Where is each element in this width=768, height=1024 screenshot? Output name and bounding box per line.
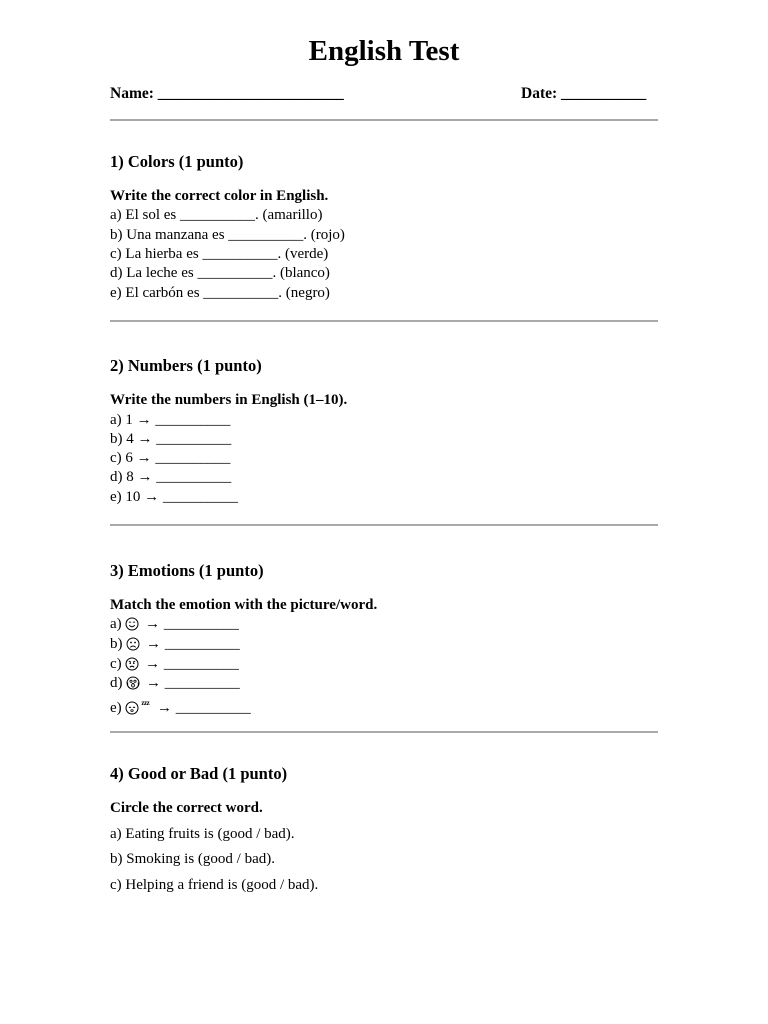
divider — [110, 524, 658, 526]
page-title: English Test — [308, 35, 460, 67]
item-prefix: c) — [110, 656, 122, 672]
item-prefix: e) — [110, 700, 122, 716]
item-prefix: b) — [110, 636, 123, 652]
question-item — [110, 615, 239, 634]
sad-face-icon — [126, 637, 140, 651]
question-item: e) El carbón es __________. (negro) — [110, 285, 330, 301]
question-item: c) Helping a friend is (good / bad). — [110, 877, 319, 893]
section-instruction: Write the correct color in English. — [110, 188, 329, 204]
section-title-emotions: 3) Emotions (1 punto) — [110, 561, 264, 580]
angry-face-icon — [125, 657, 139, 671]
divider — [110, 731, 658, 733]
question-item: e) 10 → __________ — [110, 489, 238, 505]
question-item: d) La leche es __________. (blanco) — [110, 265, 330, 281]
question-item: c) 6 → __________ — [110, 450, 231, 466]
question-item: b) Smoking is (good / bad). — [110, 851, 275, 867]
question-item — [110, 694, 251, 718]
answer-blank: → __________ — [145, 656, 239, 672]
question-item: b) Una manzana es __________. (rojo) — [110, 227, 345, 243]
item-prefix: a) — [110, 616, 122, 632]
question-item: c) La hierba es __________. (verde) — [110, 246, 329, 262]
name-field: Name: ________________________ — [110, 85, 344, 102]
question-item: a) El sol es __________. (amarillo) — [110, 207, 323, 223]
section-title-good-or-bad: 4) Good or Bad (1 punto) — [110, 764, 288, 783]
answer-blank: → __________ — [146, 675, 240, 691]
date-field: Date: ___________ — [521, 85, 647, 102]
answer-blank: → __________ — [156, 700, 251, 716]
question-item: b) 4 → __________ — [110, 431, 232, 447]
question-item — [110, 674, 240, 693]
section-instruction: Match the emotion with the picture/word. — [110, 597, 378, 613]
sleep-zzz-mark: zzz — [141, 699, 150, 707]
question-item — [110, 655, 239, 674]
section-instruction: Circle the correct word. — [110, 800, 263, 816]
section-title-numbers: 2) Numbers (1 punto) — [110, 356, 262, 375]
question-item — [110, 635, 240, 654]
divider — [110, 119, 658, 121]
question-item: d) 8 → __________ — [110, 469, 232, 485]
sleepy-face-icon — [125, 701, 139, 715]
item-prefix: d) — [110, 675, 123, 691]
section-instruction: Write the numbers in English (1–10). — [110, 392, 348, 408]
answer-blank: → __________ — [146, 636, 240, 652]
scared-face-icon — [126, 676, 140, 690]
question-item: a) 1 → __________ — [110, 412, 231, 428]
smiling-face-icon — [125, 617, 139, 631]
divider — [110, 320, 658, 322]
answer-blank: → __________ — [145, 616, 239, 632]
question-item: a) Eating fruits is (good / bad). — [110, 826, 295, 842]
section-title-colors: 1) Colors (1 punto) — [110, 152, 244, 171]
